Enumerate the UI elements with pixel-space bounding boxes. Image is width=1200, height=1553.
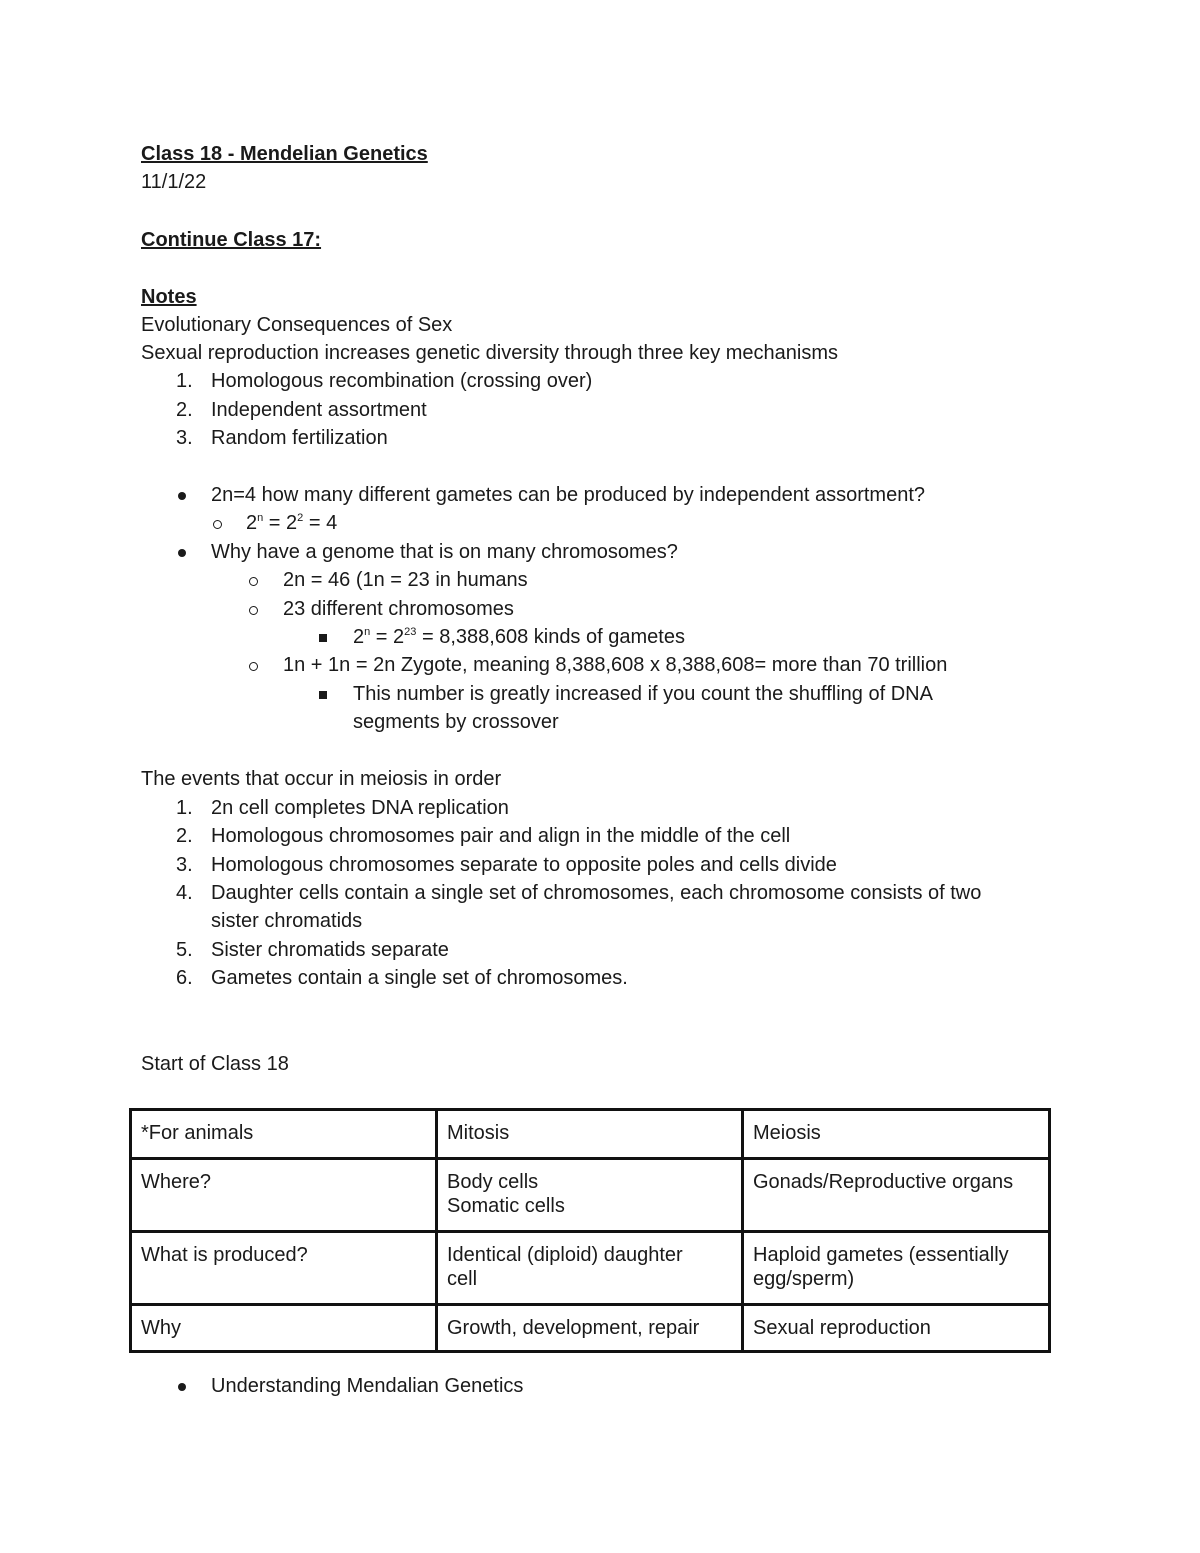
list-item: Gametes contain a single set of chromosomes. <box>211 967 628 989</box>
bullet-square-icon <box>319 691 327 699</box>
list-number: 1. <box>176 797 193 819</box>
mitosis-meiosis-table <box>129 1108 1051 1353</box>
list-item: Homologous chromosomes separate to opposite poles and cells divide <box>211 854 837 876</box>
list-number: 6. <box>176 967 193 989</box>
list-number: 4. <box>176 882 193 904</box>
sexual-repro-intro: Sexual reproduction increases genetic diversity through three key mechanisms <box>141 342 839 364</box>
list-item: Independent assortment <box>211 399 427 421</box>
table-cell: Growth, development, repair <box>437 1305 743 1352</box>
document-title: Class 18 - Mendelian Genetics <box>141 143 428 165</box>
bullet-question-genome: Why have a genome that is on many chromosomes? <box>211 541 678 563</box>
bullet-answer-gametes: $2^n = 2^2 = 4$ <box>246 512 338 534</box>
class18-heading: Start of Class 18 <box>141 1053 289 1075</box>
bullet-square-icon <box>319 634 327 642</box>
table-row <box>131 1159 1050 1232</box>
table-cell: Identical (diploid) daughter cell <box>437 1232 743 1305</box>
final-bullet: Understanding Mendalian Genetics <box>211 1375 524 1397</box>
table-cell: Gonads/Reproductive organs <box>743 1159 1050 1232</box>
bullet-sub-zygote: 1n + 1n = 2n Zygote, meaning 8,388,608 x 8,388,608= more than 70 trillion <box>283 654 948 676</box>
table-row-label: What is produced? <box>131 1232 437 1305</box>
list-item: 2n cell completes DNA replication <box>211 797 509 819</box>
table-cell: Sexual reproduction <box>743 1305 1050 1352</box>
bullet-sub-crossover-line2: segments by crossover <box>353 711 559 733</box>
bullet-question-gametes: 2n=4 how many different gametes can be produced by independent assortment? <box>211 484 925 506</box>
list-item: Sister chromatids separate <box>211 939 449 961</box>
table-row-label: Why <box>131 1305 437 1352</box>
table-header-cell: Meiosis <box>743 1110 1050 1159</box>
bullet-ring-icon <box>249 662 258 671</box>
list-number: 3. <box>176 427 193 449</box>
evolution-heading: Evolutionary Consequences of Sex <box>141 314 453 336</box>
list-number: 5. <box>176 939 193 961</box>
bullet-dot-icon <box>178 1383 186 1391</box>
table-header-cell: Mitosis <box>437 1110 743 1159</box>
table-header-cell: *For animals <box>131 1110 437 1159</box>
list-number: 2. <box>176 399 193 421</box>
bullet-dot-icon <box>178 492 186 500</box>
notes-heading: Notes <box>141 286 197 308</box>
table-row-label: Where? <box>131 1159 437 1232</box>
list-item: Homologous recombination (crossing over) <box>211 370 593 392</box>
bullet-ring-icon <box>249 606 258 615</box>
document-date: 11/1/22 <box>141 171 207 193</box>
table-header-row <box>131 1110 1050 1159</box>
bullet-sub-humans: 2n = 46 (1n = 23 in humans <box>283 569 528 591</box>
bullet-ring-icon <box>213 520 222 529</box>
list-item: Random fertilization <box>211 427 388 449</box>
meiosis-heading: The events that occur in meiosis in order <box>141 768 502 790</box>
continue-heading: Continue Class 17: <box>141 229 322 251</box>
table-row <box>131 1305 1050 1352</box>
list-item: Daughter cells contain a single set of chromosomes, each chromosome consists of two <box>211 882 982 904</box>
table-cell: Haploid gametes (essentially egg/sperm) <box>743 1232 1050 1305</box>
list-number: 3. <box>176 854 193 876</box>
table-row <box>131 1232 1050 1305</box>
list-item: Homologous chromosomes pair and align in the middle of the cell <box>211 825 791 847</box>
bullet-sub-crossover-line1: This number is greatly increased if you count the shuffling of DNA <box>353 683 933 705</box>
list-number: 1. <box>176 370 193 392</box>
bullet-ring-icon <box>249 577 258 586</box>
bullet-sub-gametes-count: $2^n = 2^{23} = 8,388,608$ kinds of gametes <box>353 626 685 648</box>
table-cell: Body cells Somatic cells <box>437 1159 743 1232</box>
list-number: 2. <box>176 825 193 847</box>
bullet-sub-chromosomes: 23 different chromosomes <box>283 598 514 620</box>
list-item-continuation: sister chromatids <box>211 910 363 932</box>
bullet-dot-icon <box>178 549 186 557</box>
